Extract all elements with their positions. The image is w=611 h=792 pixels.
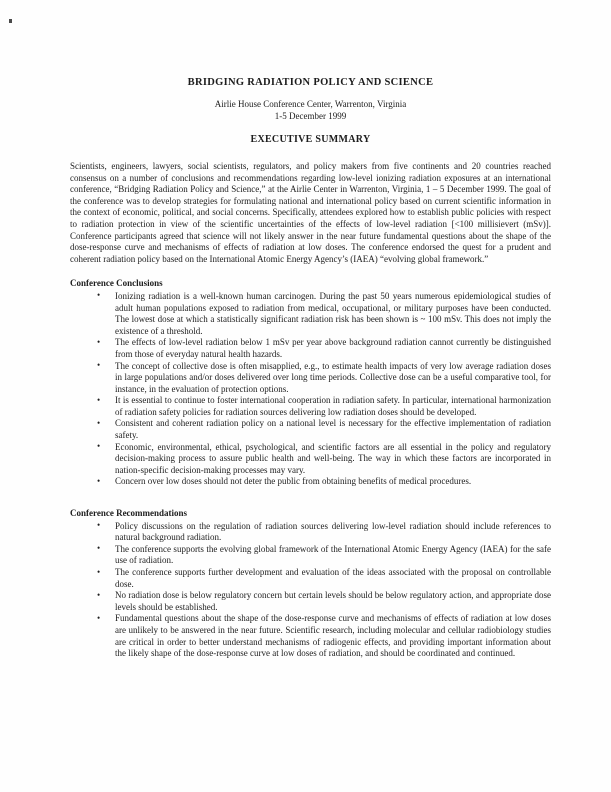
list-item xyxy=(70,567,551,590)
conclusions-section xyxy=(70,278,551,488)
list-item xyxy=(70,476,551,488)
bullet-icon xyxy=(97,418,100,430)
list-item-text: The conference supports further development and evaluation of the ideas associated with the proposal on controllable dose. xyxy=(115,567,551,589)
list-item-text: Economic, environmental, ethical, psychological, and scientific factors are all essential in the policy and regulatory decision-making process to assure public health and well-being. The way in which these factors are incorporated in nation-specific decision-making processes may vary. xyxy=(115,441,551,475)
list-item-text: The conference supports the evolving global framework of the International Atomic Energy Agency (IAEA) for the safe use of radiation. xyxy=(115,543,551,566)
list-item xyxy=(70,291,551,337)
intro-paragraph: Scientists, engineers, lawyers, social scientists, regulators, and policy makers from five continents and 20 countries reached consensus on a number of conclusions and recommendations regarding low-level ionizing radiation exposures at an international conference, “Bridging Radiation Policy and Science,” at the Airlie Center in Warrenton, Virginia, 1 – 5 December 1999. The goal of the conference was to develop strategies for formulating national and international policy based on current scientific information in the context of economic, political, and social concerns. Specifically, attendees explored how to establish public policies with respect to radiation protection in view of the scientific uncertainties of the effects of low-level radiation [<100 millisievert (mSv)]. Conference participants agreed that science will not likely answer in the near future fundamental questions about the shape of the dose-response curve and mechanisms of effects of radiation at low doses. The conference endorsed the quest for a prudent and coherent radiation policy based on the International Atomic Energy Agency’s (IAEA) “evolving global framework.” xyxy=(70,161,551,264)
bullet-icon xyxy=(97,290,100,302)
bullet-icon xyxy=(97,360,100,372)
date-line: 1-5 December 1999 xyxy=(274,110,347,121)
conclusions-list xyxy=(70,291,551,488)
list-item xyxy=(70,590,551,613)
list-item xyxy=(70,521,551,544)
list-item-text: It is essential to continue to foster international cooperation in radiation safety. In particular, international harmonization of radiation safety policies for radiation sources delivering low radiation doses should be developed. xyxy=(115,395,551,417)
conclusions-heading: Conference Conclusions xyxy=(70,278,163,289)
document-title: BRIDGING RADIATION POLICY AND SCIENCE xyxy=(187,77,434,88)
bullet-icon xyxy=(97,590,100,602)
list-item xyxy=(70,544,551,567)
list-item-text: Concern over low doses should not deter the public from obtaining benefits of medical procedures. xyxy=(115,476,472,487)
list-item-text: Ionizing radiation is a well-known human carcinogen. During the past 50 years numerous epidemiological studies of adult human populations exposed to radiation from medical, occupational, or military purposes have been conducted. The lowest dose at which a statistically significant radiation risk has been shown is ~ 100 mSv. This does not imply the existence of a threshold. xyxy=(115,290,551,336)
bullet-icon xyxy=(97,337,100,349)
list-item-text: The effects of low-level radiation below 1 mSv per year above background radiation cannot currently be distinguished from those of everyday natural health hazards. xyxy=(115,337,551,359)
bullet-icon xyxy=(97,520,100,532)
list-item xyxy=(70,337,551,360)
bullet-icon xyxy=(97,441,100,453)
list-item xyxy=(70,442,551,477)
list-item-text: Consistent and coherent radiation policy on a national level is necessary for the effective implementation of radiation safety. xyxy=(115,418,551,441)
list-item xyxy=(70,361,551,396)
list-item-text: Fundamental questions about the shape of the dose-response curve and mechanisms of effects of radiation at low doses are unlikely to be answered in the near future. Scientific research, including molecular and cellular radiobiology studies are critical in order to better understand mechanisms of radiogenic effects, and providing important information about the likely shape of the dose-response curve at low doses of radiation, and should be coordinated and continued. xyxy=(115,613,551,659)
list-item-text: Policy discussions on the regulation of radiation sources delivering low-level radiation should include references to natural background radiation. xyxy=(115,520,551,543)
bullet-icon xyxy=(97,476,100,488)
bullet-icon xyxy=(97,395,100,407)
scan-artifact-dot xyxy=(9,19,12,23)
list-item-text: The concept of collective dose is often misapplied, e.g., to estimate health impacts of very low average radiation doses in large populations and/or doses delivered over long time periods. Collective dose can be a useful comparative tool, for instance, in the evaluation of protection options. xyxy=(115,360,551,394)
bullet-icon xyxy=(97,613,100,625)
document-content xyxy=(70,0,551,660)
venue-line: Airlie House Conference Center, Warrenton, Virginia xyxy=(214,99,407,109)
list-item xyxy=(70,613,551,659)
list-item-text: No radiation dose is below regulatory concern but certain levels should be below regulatory action, and appropriate dose levels should be established. xyxy=(115,590,551,612)
executive-summary-heading: EXECUTIVE SUMMARY xyxy=(250,134,371,145)
recommendations-section xyxy=(70,508,551,660)
bullet-icon xyxy=(97,567,100,579)
bullet-icon xyxy=(97,543,100,555)
list-item xyxy=(70,395,551,418)
list-item xyxy=(70,418,551,441)
recommendations-list xyxy=(70,521,551,660)
recommendations-heading: Conference Recommendations xyxy=(70,508,188,519)
